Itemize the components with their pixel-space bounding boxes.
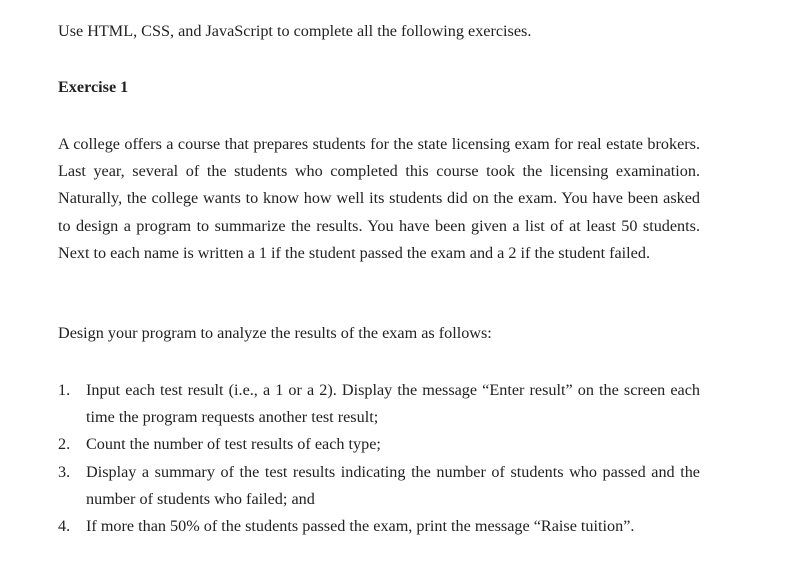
- list-item: [58, 431, 700, 458]
- list-item-text: Input each test result (i.e., a 1 or a 2). Display the message “Enter result” on the screen each time the program requests another test result;: [86, 381, 700, 427]
- list-item: [58, 513, 700, 540]
- exercise-description: A college offers a course that prepares students for the state licensing exam for real estate brokers. Last year, several of the students who completed this course took the licensing examination. Naturally, the college wants to know how well its students did on the exam. You have been asked to design a program to summarize the results. You have been given a list of at least 50 students. Next to each name is written a 1 if the student passed the exam and a 2 if the student failed.: [58, 135, 700, 262]
- exercise-heading: Exercise 1: [58, 78, 129, 96]
- list-item-text: Count the number of test results of each type;: [86, 435, 381, 454]
- steps-list: [58, 377, 700, 540]
- list-item-text: If more than 50% of the students passed the exam, print the message “Raise tuition”.: [86, 517, 635, 536]
- list-item: [58, 377, 700, 431]
- design-prompt: Design your program to analyze the results of the exam as follows:: [58, 324, 492, 342]
- list-item-number: 2.: [58, 435, 71, 454]
- list-item-text: Display a summary of the test results indicating the number of students who passed and the number of students who failed; and: [86, 462, 700, 508]
- list-item-number: 4.: [58, 517, 71, 536]
- intro-text: Use HTML, CSS, and JavaScript to complete all the following exercises.: [58, 22, 532, 40]
- list-item-number: 1.: [58, 381, 71, 399]
- list-item-number: 3.: [58, 462, 71, 481]
- list-item: [58, 459, 700, 513]
